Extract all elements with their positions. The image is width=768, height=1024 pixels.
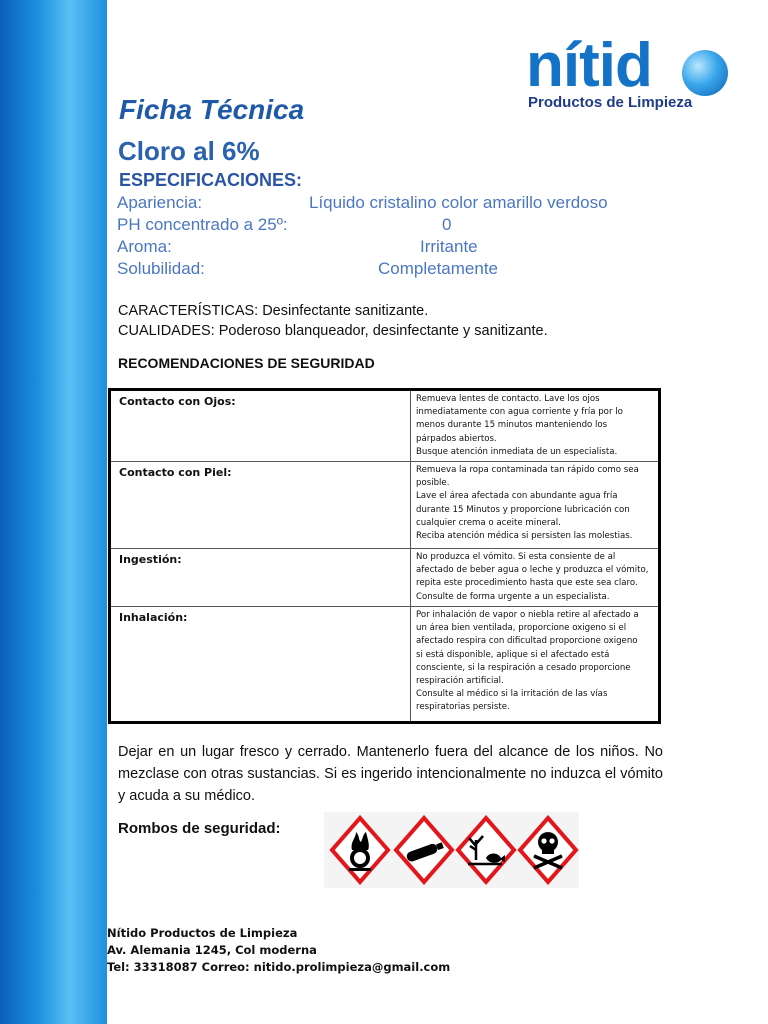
recommendations-heading: RECOMENDACIONES DE SEGURIDAD — [118, 355, 375, 371]
desc-line: menos durante 15 minutos manteniendo los — [416, 420, 608, 431]
caracteristicas-line: CARACTERÍSTICAS: Desinfectante sanitizante. — [118, 303, 429, 319]
desc-line: un área bien ventilada, proporcione oxigeno si el — [416, 623, 627, 634]
spec-row-aroma — [117, 237, 677, 259]
document-title: Ficha Técnica — [119, 94, 305, 125]
desc-line: afectado respira con dificultad proporcione oxigeno — [416, 636, 638, 647]
spec-row-apariencia — [117, 193, 677, 215]
table-row — [110, 462, 660, 549]
globe-icon — [682, 50, 728, 96]
hazard-pictograms — [324, 812, 579, 888]
row-description — [411, 462, 660, 549]
row-label: Inhalación: — [110, 607, 411, 723]
desc-line: durante 15 Minutos y proporcione lubricación con — [416, 504, 630, 515]
brand-logo — [526, 31, 736, 114]
logo-tagline: Productos de Limpieza — [528, 94, 693, 111]
gas-cylinder-icon — [396, 818, 452, 882]
footer-address: Av. Alemania 1245, Col moderna — [107, 943, 317, 957]
safety-table — [108, 388, 661, 724]
spec-row-ph — [117, 215, 677, 237]
desc-line: Por inhalación de vapor o niebla retire al afectado a — [416, 610, 639, 621]
desc-line: Lave el área afectada con abundante agua fría — [416, 491, 618, 502]
footer-company: Nítido Productos de Limpieza — [107, 926, 298, 940]
spec-label: Apariencia: — [117, 193, 203, 212]
desc-line: consciente, si la respiración a cesado proporcione — [416, 662, 631, 673]
table-row — [110, 390, 660, 462]
product-name: Cloro al 6% — [118, 136, 260, 166]
specs-heading: ESPECIFICACIONES: — [119, 170, 303, 190]
row-description — [411, 549, 660, 607]
skull-crossbones-icon — [520, 818, 576, 882]
rombos-label: Rombos de seguridad: — [118, 820, 281, 837]
logo-wordmark: nítid — [526, 31, 652, 100]
desc-line: Remueva la ropa contaminada tan rápido como sea — [416, 465, 639, 476]
desc-line: respiratorias persiste. — [416, 702, 510, 713]
decorative-sidebar — [0, 0, 107, 1024]
desc-line: respiración artificial. — [416, 676, 504, 687]
desc-line: inmediatamente con agua corriente y fría por lo — [416, 407, 623, 418]
table-row — [110, 549, 660, 607]
row-label: Contacto con Ojos: — [110, 390, 411, 462]
row-label: Ingestión: — [110, 549, 411, 607]
spec-label: PH concentrado a 25º: — [117, 215, 288, 234]
spec-value: Completamente — [378, 259, 499, 278]
row-description — [411, 607, 660, 723]
desc-line: posible. — [416, 478, 450, 489]
desc-line: afectado de beber agua o leche y produzca el vómito, — [416, 565, 649, 576]
spec-value: Irritante — [420, 237, 478, 256]
spec-value: Líquido cristalino color amarillo verdoso — [309, 193, 608, 212]
desc-line: Reciba atención médica si persisten las molestias. — [416, 531, 633, 542]
cualidades-line: CUALIDADES: Poderoso blanqueador, desinfectante y sanitizante. — [118, 323, 548, 339]
table-row — [110, 607, 660, 723]
spec-label: Solubilidad: — [117, 259, 205, 278]
desc-line: No produzca el vómito. Si esta consiente de al — [416, 552, 616, 563]
desc-line: cualquier crema o aceite mineral. — [416, 517, 561, 528]
spec-label: Aroma: — [117, 237, 172, 256]
desc-line: repita este procedimiento hasta que este sea claro. — [416, 578, 638, 589]
desc-line: si está disponible, aplique si el afectado está — [416, 649, 610, 660]
oxidizer-icon — [332, 818, 388, 882]
desc-line: Consulte al médico si la irritación de las vías — [416, 689, 608, 700]
desc-line: Consulte de forma urgente a un especialista. — [416, 591, 610, 602]
desc-line: párpados abiertos. — [416, 433, 497, 444]
row-label: Contacto con Piel: — [110, 462, 411, 549]
company-footer — [107, 925, 450, 976]
storage-paragraph: Dejar en un lugar fresco y cerrado. Mantenerlo fuera del alcance de los niños. No mezclase con otras sustancias. Si es ingerido intencionalmente no induzca el vómito y acuda a su médico. — [118, 744, 663, 804]
desc-line: Busque atención inmediata de un especialista. — [416, 446, 618, 457]
desc-line: Remueva lentes de contacto. Lave los ojos — [416, 394, 600, 404]
spec-value: 0 — [442, 215, 452, 234]
environment-hazard-icon — [458, 818, 514, 882]
footer-contact: Tel: 33318087 Correo: nitido.prolimpieza@gmail.com — [107, 960, 451, 974]
row-description — [411, 390, 660, 462]
spec-row-solubilidad — [117, 259, 677, 281]
